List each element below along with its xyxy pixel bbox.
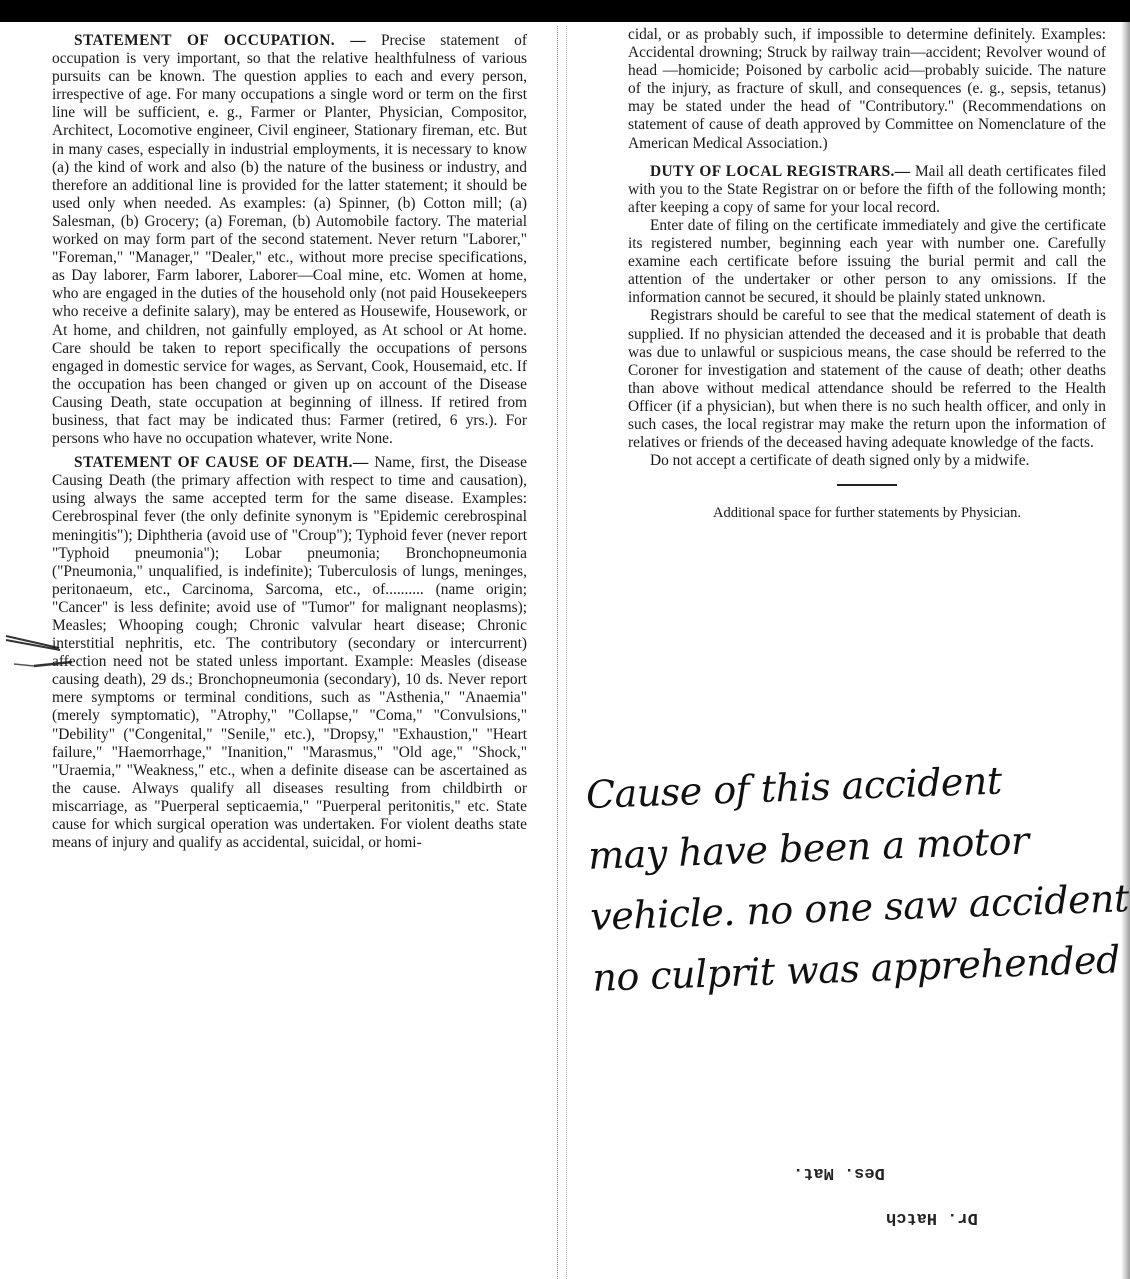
handwritten-note <box>585 746 1128 1009</box>
registrars-paragraph-1 <box>628 163 1106 217</box>
registrars-paragraph-3: Registrars should be careful to see that the medical statement of death is supplied. If no physician attended the deceased and it is probable that death was due to unlawful or suspicious means, the case should be referred to the Coroner for investigation and statement of the cause of death; other deaths than above without medical attendance should be referred to the Health Officer (if a physician), but when there is no such health officer, and only in such cases, the local registrar may make the return upon the information of relatives or friends of the deceased having adequate knowledge of the facts. <box>628 307 1106 452</box>
cause-text: Name, first, the Disease Causing Death (the primary affection with respect to time and causation), using always the same accepted term for the same disease. Examples: Cerebrospinal fever (the only definite synonym is "Epidemic cerebrospinal meningitis"); Diphtheria (avoid use of "Croup"); Typhoid fever (never report "Typhoid pneumonia"); Lobar pneumonia; Bronchopneumonia ("Pneumonia," unqualified, is indefinite); Tuberculosis of lungs, meninges, peritonaeum, etc., Carcinoma, Sarcoma, etc., of.......... (name origin; "Cancer" is less definite; avoid use of "Tumor" for malignant neoplasms); Measles; Whooping cough; Chronic valvular heart disease; Chronic interstitial nephritis, etc. The contributory (secondary or intercurrent) affection need not be stated unless important. Example: Measles (disease causing death), 29 ds.; Bronchopneumonia (secondary), 10 ds. Never report mere symptoms or terminal conditions, such as "Asthenia," "Anaemia" (merely symptomatic), "Atrophy," "Collapse," "Coma," "Convulsions," "Debility" ("Congenital," "Senile," etc.), "Dropsy," "Exhaustion," "Heart failure," "Haemorrhage," "Inanition," "Marasmus," "Old age," "Shock," "Uraemia," "Weakness," etc., when a definite disease can be ascertained as the cause. Always qualify all diseases resulting from childbirth or miscarriage, as "Puerperal septicaemia," "Puerperal peritonitis," etc. State cause for which surgical operation was undertaken. For violent deaths state means of injury and qualify as accidental, suicidal, or homi- <box>52 454 527 852</box>
registrars-text-1: Mail all death certificates filed with you to the State Registrar on or before the fifth of the following month; after keeping a copy of same for your local record. <box>628 162 1106 216</box>
cause-heading: STATEMENT OF CAUSE OF DEATH.— <box>74 454 369 472</box>
cause-paragraph <box>52 454 527 852</box>
occupation-text: Precise statement of occupation is very important, so that the relative healthfulness of various pursuits can be known. The question applies to each and every person, irrespective of age. For many occupations a single word or term on the first line will be sufficient, e. g., Farmer or Planter, Physician, Compositor, Architect, Locomotive engineer, Civil engineer, Stationary fireman, etc. But in many cases, especially in industrial employments, it is necessary to know (a) the kind of work and also (b) the nature of the business or industry, and therefore an additional line is provided for the latter statement; it should be used only when needed. As examples: (a) Spinner, (b) Cotton mill; (a) Salesman, (b) Grocery; (a) Foreman, (b) Automobile factory. The material worked on may form part of the second statement. Never return "Laborer," "Foreman," "Manager," "Dealer," etc., without more precise specifications, as Day laborer, Farm laborer, Laborer—Coal mine, etc. Women at home, who are engaged in the duties of the household only (not paid Housekeepers who receive a definite salary), may be entered as Housewife, Housework, or At home, and children, not gainfully employed, as At school or At home. Care should be taken to report specifically the occupations of persons engaged in domestic service for wages, as Servant, Cook, Housemaid, etc. If the occupation has been changed or given up on account of the Disease Causing Death, state occupation at beginning of illness. If retired from business, that fact may be indicated thus: Farmer (retired, 6 yrs.). For persons who have no occupation whatever, write None. <box>52 32 527 448</box>
registrars-paragraph-2: Enter date of filing on the certificate immediately and give the certificate its registered number, beginning each year with number one. Carefully examine each certificate before issuing the burial permit and call the attention of the undertaker or other person to any omissions. If the information cannot be secured, it should be plainly stated unknown. <box>628 216 1106 307</box>
left-column <box>52 32 527 852</box>
registrars-paragraph-4: Do not accept a certificate of death signed only by a midwife. <box>650 452 1030 470</box>
registrars-heading: DUTY OF LOCAL REGISTRARS.— <box>650 162 911 180</box>
handwritten-line-4: no culprit was apprehended <box>591 937 1121 1000</box>
scan-right-edge <box>1121 22 1130 1279</box>
continuation-text: cidal, or as probably such, if impossible to determine definitely. Examples: Accidental drowning; Struck by railway train—accident; Revolver wound of head —homicide; Poisoned by carbolic acid—probably suicide. The nature of the injury, as fracture of skull, and consequences (e. g., sepsis, tetanus) may be stated under the head of "Contributory." (Recommendations on statement of cause of death approved by Committee on Nomenclature of the American Medical Association.) <box>628 26 1106 152</box>
upside-down-stamp-des-mat: Des. Mat. <box>793 1163 885 1182</box>
upside-down-stamp-dr-hatch: Dr. Hatch <box>886 1208 978 1227</box>
scan-top-border <box>0 0 1130 22</box>
right-column <box>628 26 1106 522</box>
handwritten-line-3: vehicle. no one saw accident <box>589 876 1130 939</box>
handwritten-line-2: may have been a motor <box>587 818 1030 878</box>
divider-rule <box>837 484 897 486</box>
additional-space-label: Additional space for further statements by Physician. <box>712 505 1022 522</box>
occupation-heading: STATEMENT OF OCCUPATION. — <box>74 32 367 49</box>
handwritten-line-1: Cause of this accident <box>585 758 1003 817</box>
occupation-paragraph <box>52 32 527 448</box>
page-fold-line <box>557 26 567 1279</box>
